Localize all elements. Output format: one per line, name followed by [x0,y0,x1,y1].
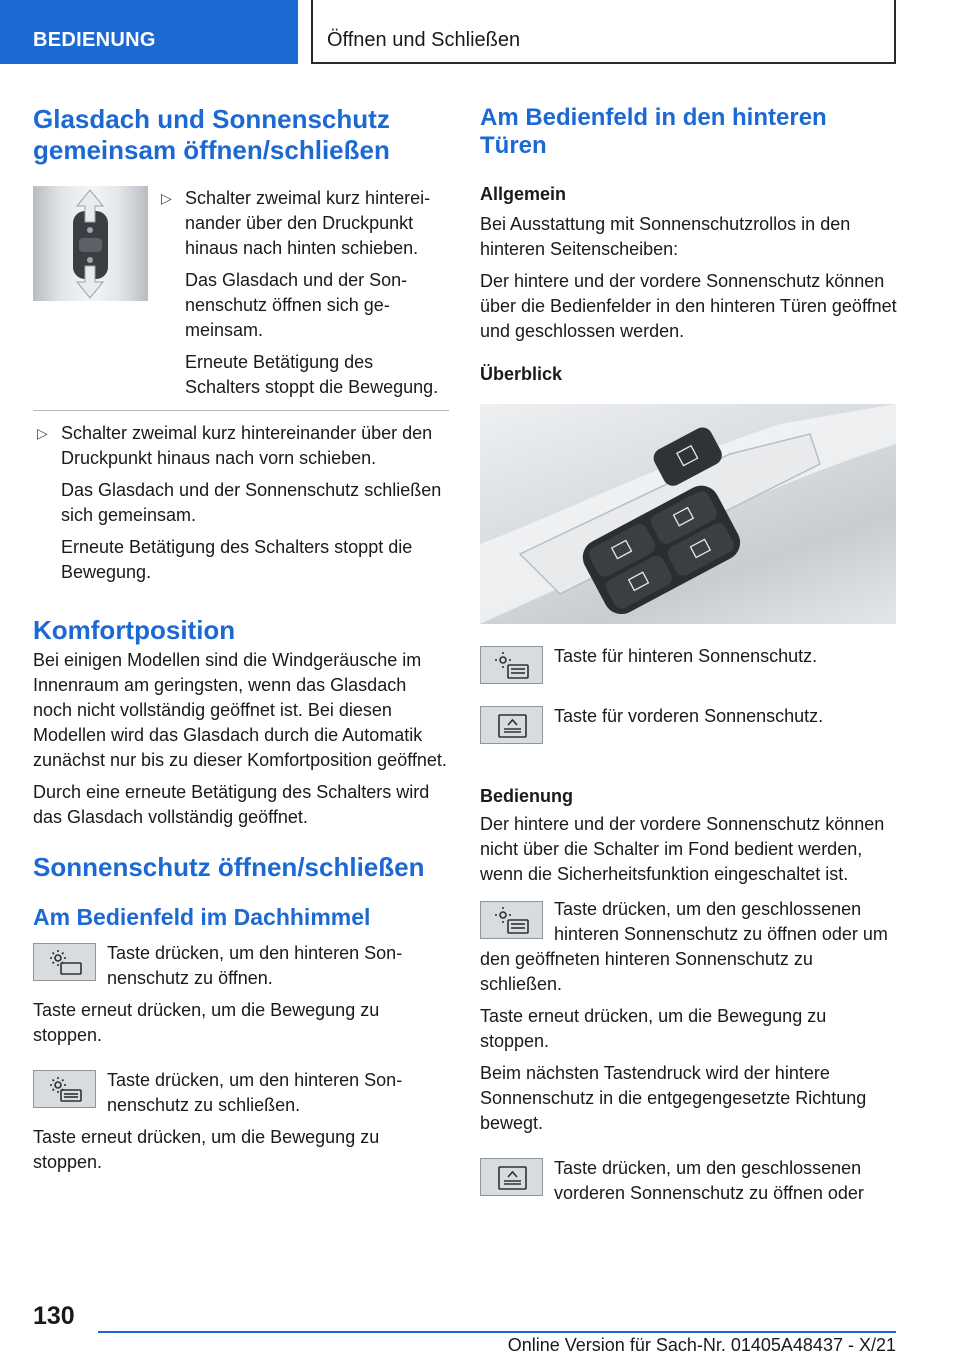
step2-text: Schalter zweimal kurz hintereinander über den Druckpunkt hinaus nach vorn schieben. [61,423,433,468]
rear-button-next: Beim nächsten Tastendruck wird der hintere Sonnenschutz in die entgegengesetzte Richtung bewegt. [480,1063,867,1133]
footer-divider [98,1331,896,1333]
footer-online-version: Online Version für Sach-Nr. 01405A48437 - X/21 [507,1335,896,1355]
heading-ueberblick: Überblick [480,364,563,384]
section-title: BEDIENUNG [33,29,156,51]
heading-bedienung: Bedienung [480,786,573,806]
door-panel-image [480,404,896,624]
heading-komfortposition: Komfortposition [33,615,236,645]
step2-result: Das Glasdach und der Sonnenschutz schließen sich gemeinsam. [61,480,442,525]
front-button-row [480,1156,898,1206]
chapter-title: Öffnen und Schließen [327,29,521,51]
sunshade-close-row [33,1068,449,1118]
sunshade-open-stop: Taste erneut drücken, um die Bewegung zu stoppen. [33,1000,380,1045]
step-open-together [157,186,449,400]
legend-rear-text: Taste für hinteren Sonnenschutz. [554,646,818,666]
roof-switch-arrows-icon [33,186,148,301]
sunshade-close-icon [33,1070,96,1108]
step1-stop: Erneute Betätigung des Schalters stoppt die Bewegung. [185,352,439,397]
chapter-header [311,0,896,64]
sunshade-close-stop: Taste erneut drücken, um die Bewegung zu stoppen. [33,1127,380,1172]
step1-result: Das Glasdach und der Sonnenschutz öffnen sich gemeinsam. [185,270,408,340]
legend-rear-row [480,644,898,684]
sunshade-front-icon [480,706,543,744]
rear-button-text: Taste drücken, um den geschlossenen hinteren Sonnenschutz zu öffnen oder um den geöffneten hinteren Sonnenschutz zu schließen. [480,899,888,994]
sunshade-rear-icon [480,901,543,939]
sunshade-open-row [33,941,449,991]
section-tab [0,0,298,64]
door-switch-panel-icon [480,404,896,624]
bedienung-paragraph: Der hintere und der vordere Sonnenschutz können nicht über die Schalter im Fond bedient werden, wenn die Sicherheitsfunktion eingeschaltet ist. [480,814,885,884]
triangle-right-icon: ▷ [37,425,48,441]
page-number: 130 [33,1302,75,1330]
allgemein-paragraph-1: Bei Ausstattung mit Sonnenschutzrollos in den hinteren Seitenscheiben: [480,214,851,259]
right-column [480,104,898,1206]
komfort-paragraph-2: Durch eine erneute Betätigung des Schalters wird das Glasdach vollständig geöffnet. [33,782,430,827]
step1-text: Schalter zweimal kurz hintereinander über den Druckpunkt hinaus nach hinten schieben. [185,188,431,258]
step-close-together [33,421,449,585]
subheading-dachhimmel: Am Bedienfeld im Dachhimmel [33,904,371,930]
left-column [33,104,449,1175]
step2-stop: Erneute Betätigung des Schalters stoppt die Bewegung. [61,537,413,582]
heading-sonnenschutz: Sonnenschutz öffnen/schließen [33,852,425,882]
rear-button-stop: Taste erneut drücken, um die Bewegung zu stoppen. [480,1006,827,1051]
sunshade-open-icon [33,943,96,981]
heading-hintere-tueren: Am Bedienfeld in den hinteren Türen [480,104,827,159]
komfort-paragraph-1: Bei einigen Modellen sind die Windgeräusche im Innenraum am geringsten, wenn das Glasdach noch nicht vollständig geöffnet ist. Bei diesen Modellen wird das Glasdach durch die Automatik zunächst nur bis zu dieser Komfortposition geöffnet. [33,650,447,770]
sunshade-close-text: Taste drücken, um den hinteren Sonnenschutz zu schließen. [107,1070,403,1115]
front-button-text: Taste drücken, um den geschlossenen vorderen Sonnenschutz zu öffnen oder [554,1158,864,1203]
heading-glasdach-sonnenschutz: Glasdach und Sonnenschutz gemeinsam öffnen/schließen [33,104,390,165]
sunshade-open-text: Taste drücken, um den hinteren Sonnenschutz zu öffnen. [107,943,403,988]
divider [33,410,449,411]
triangle-right-icon: ▷ [161,190,172,206]
sunshade-front-icon [480,1158,543,1196]
rear-button-block [480,897,898,997]
sunshade-rear-icon [480,646,543,684]
legend-front-row [480,704,898,744]
legend-front-text: Taste für vorderen Sonnenschutz. [554,706,824,726]
heading-allgemein: Allgemein [480,184,567,204]
allgemein-paragraph-2: Der hintere und der vordere Sonnenschutz können über die Bedienfelder in den hinteren Türen geöffnet und geschlossen werden. [480,271,897,341]
switch-figure-block [33,186,449,400]
roof-switch-image [33,186,148,301]
